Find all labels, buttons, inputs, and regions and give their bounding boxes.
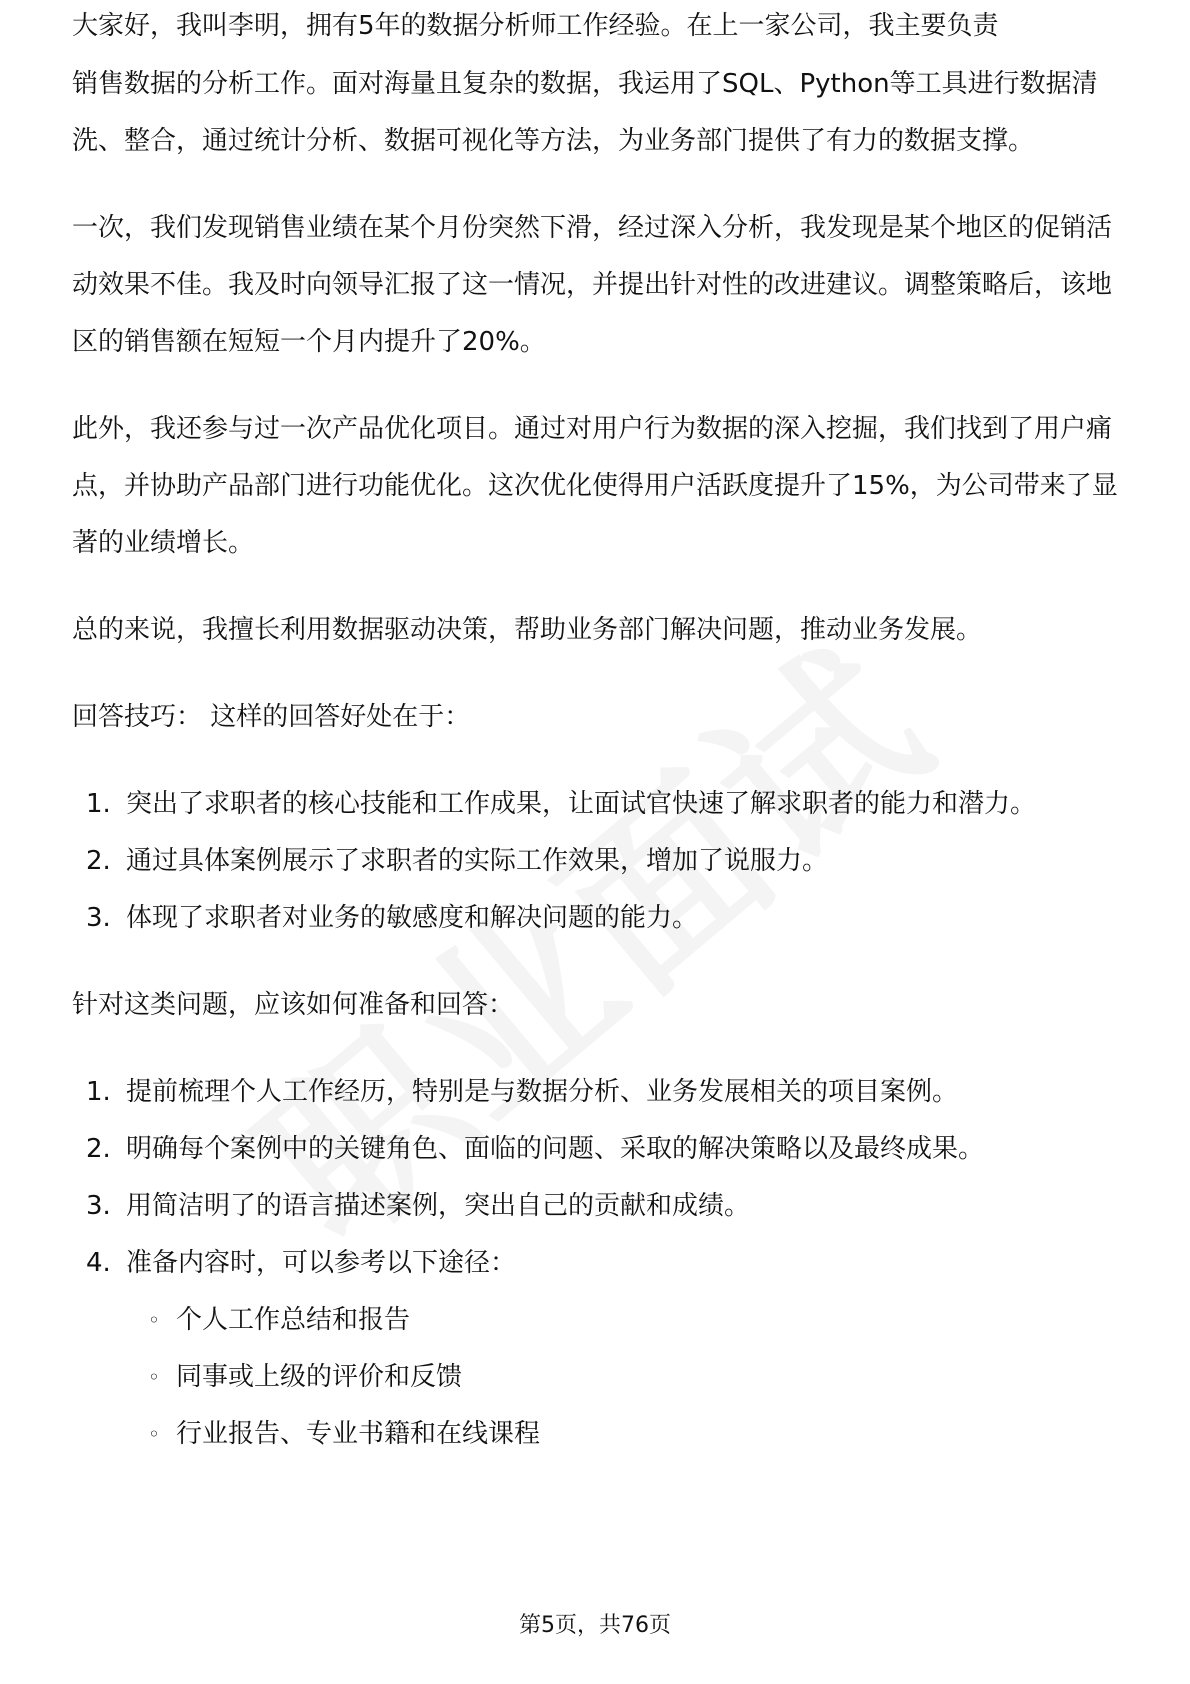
tips-heading: 回答技巧： 这样的回答好处在于： [72,702,471,732]
source-sublist [72,1292,1122,1463]
page-content [72,11,1122,1463]
paragraph-sales-drop-case: 一次，我们发现销售业绩在某个月份突然下滑，经过深入分析，我发现是某个地区的促销活动效果不佳。我及时向领导汇报了这一情况，并提出针对性的改进建议。调整策略后，该地区的销售额在短短一个月内提升了20%。 [72,213,1113,357]
list-item: 1. 提前梳理个人工作经历，特别是与数据分析、业务发展相关的项目案例。 [86,1077,959,1107]
bullet-icon: ◦ [148,1422,160,1446]
cut-off-line [72,11,1122,56]
cut-off-text: 大家好，我叫李明，拥有5年的数据分析师工作经验。在上一家公司，我主要负责 [72,11,999,41]
sub-list-item: ◦ 同事或上级的评价和反馈 [72,1349,1122,1406]
bullet-icon: ◦ [148,1365,160,1389]
list-item: 3. 体现了求职者对业务的敏感度和解决问题的能力。 [86,903,699,933]
prep-heading: 针对这类问题，应该如何准备和回答： [72,990,515,1020]
paragraph-sales-analysis: 销售数据的分析工作。面对海量且复杂的数据，我运用了SQL、Python等工具进行数据清洗、整合，通过统计分析、数据可视化等方法，为业务部门提供了有力的数据支撑。 [72,69,1098,156]
paragraph-summary: 总的来说，我擅长利用数据驱动决策，帮助业务部门解决问题，推动业务发展。 [72,615,983,645]
sub-list-item: ◦ 个人工作总结和报告 [72,1292,1122,1349]
tips-list [72,776,1122,947]
prep-list [72,1064,1122,1292]
page-number-footer: 第5页，共76页 [519,1613,671,1638]
list-item: 1. 突出了求职者的核心技能和工作成果，让面试官快速了解求职者的能力和潜力。 [86,789,1037,819]
sub-list-item: ◦ 行业报告、专业书籍和在线课程 [72,1406,1122,1463]
bullet-icon: ◦ [148,1308,160,1332]
list-item: 2. 通过具体案例展示了求职者的实际工作效果，增加了说服力。 [86,846,829,876]
list-item: 2. 明确每个案例中的关键角色、面临的问题、采取的解决策略以及最终成果。 [86,1134,985,1164]
paragraph-product-optimization: 此外，我还参与过一次产品优化项目。通过对用户行为数据的深入挖掘，我们找到了用户痛点，并协助产品部门进行功能优化。这次优化使得用户活跃度提升了15%，为公司带来了显著的业绩增长。 [72,414,1118,558]
list-item: 4. 准备内容时，可以参考以下途径： [86,1248,517,1278]
list-item: 3. 用简洁明了的语言描述案例，突出自己的贡献和成绩。 [86,1191,751,1221]
